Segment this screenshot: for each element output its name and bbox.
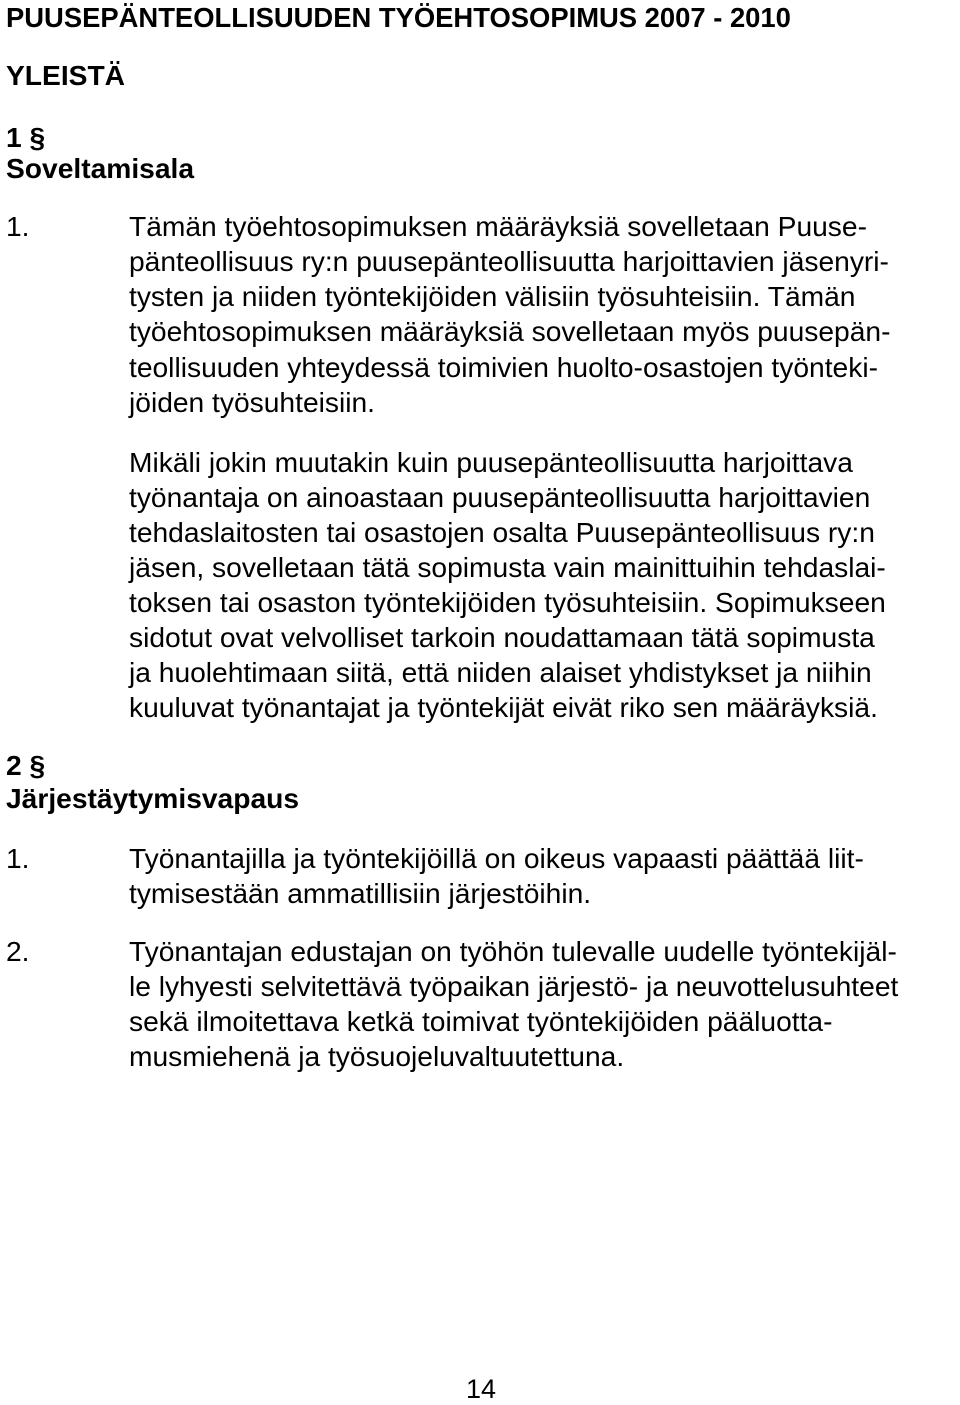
section-1-paragraph-1-number: 1.	[6, 210, 30, 242]
section-1-paragraph-1-line: työehtosopimuksen määräyksiä sovelletaan myös puusepän-	[129, 315, 891, 347]
section-1-paragraph-1-line: Tämän työehtosopimuksen määräyksiä sovelletaan Puuse-	[129, 210, 867, 242]
section-1-paragraph-1-line: tysten ja niiden työntekijöiden välisiin työsuhteisiin. Tämän	[129, 280, 856, 312]
section-1-paragraph-1-line: teollisuuden yhteydessä toimivien huolto-osastojen työnteki-	[129, 351, 878, 383]
section-2-number: 2 §	[6, 749, 46, 781]
document-title: PUUSEPÄNTEOLLISUUDEN TYÖEHTOSOPIMUS 2007 - 2010	[6, 2, 791, 33]
section-heading: YLEISTÄ	[6, 59, 126, 91]
section-2-heading: Järjestäytymisvapaus	[6, 782, 300, 814]
page-number: 14	[466, 1374, 497, 1404]
section-1-paragraph-2-line: Mikäli jokin muutakin kuin puusepänteollisuutta harjoittava	[129, 446, 853, 478]
section-1-paragraph-2-line: ja huolehtimaan siitä, että niiden alaiset yhdistykset ja niihin	[129, 656, 872, 688]
section-1-paragraph-2-line: työnantaja on ainoastaan puusepänteollisuutta harjoittavien	[129, 481, 871, 513]
section-2-paragraph-2-line: musmiehenä ja työsuojeluvaltuutettuna.	[129, 1040, 625, 1072]
section-1-paragraph-1-line: pänteollisuus ry:n puusepänteollisuutta harjoittavien jäsenyri-	[129, 245, 889, 277]
section-1-paragraph-2-line: sidotut ovat velvolliset tarkoin noudattamaan tätä sopimusta	[129, 621, 875, 653]
section-1-paragraph-2-line: tehdaslaitosten tai osastojen osalta Puusepänteollisuus ry:n	[129, 516, 875, 548]
section-2-paragraph-1-line: Työnantajilla ja työntekijöillä on oikeus vapaasti päättää liit-	[129, 842, 864, 874]
section-2-paragraph-1-number: 1.	[6, 842, 30, 874]
section-1-heading: Soveltamisala	[6, 152, 195, 184]
section-2-paragraph-1-line: tymisestään ammatillisiin järjestöihin.	[129, 877, 592, 909]
section-1-paragraph-2-line: kuuluvat työnantajat ja työntekijät eivät riko sen määräyksiä.	[129, 691, 878, 723]
section-1-paragraph-2-line: jäsen, sovelletaan tätä sopimusta vain mainittuihin tehdaslai-	[129, 551, 886, 583]
section-2-paragraph-2-number: 2.	[6, 935, 30, 967]
section-2-paragraph-2-line: Työnantajan edustajan on työhön tulevalle uudelle työntekijäl-	[129, 935, 897, 967]
section-2-paragraph-2-line: sekä ilmoitettava ketkä toimivat työntekijöiden pääluotta-	[129, 1005, 833, 1037]
section-1-paragraph-1-line: jöiden työsuhteisiin.	[129, 386, 376, 418]
section-2-paragraph-2-line: le lyhyesti selvitettävä työpaikan järjestö- ja neuvottelusuhteet	[129, 970, 899, 1002]
section-1-number: 1 §	[6, 121, 46, 153]
section-1-paragraph-2-line: toksen tai osaston työntekijöiden työsuhteisiin. Sopimukseen	[129, 586, 886, 618]
